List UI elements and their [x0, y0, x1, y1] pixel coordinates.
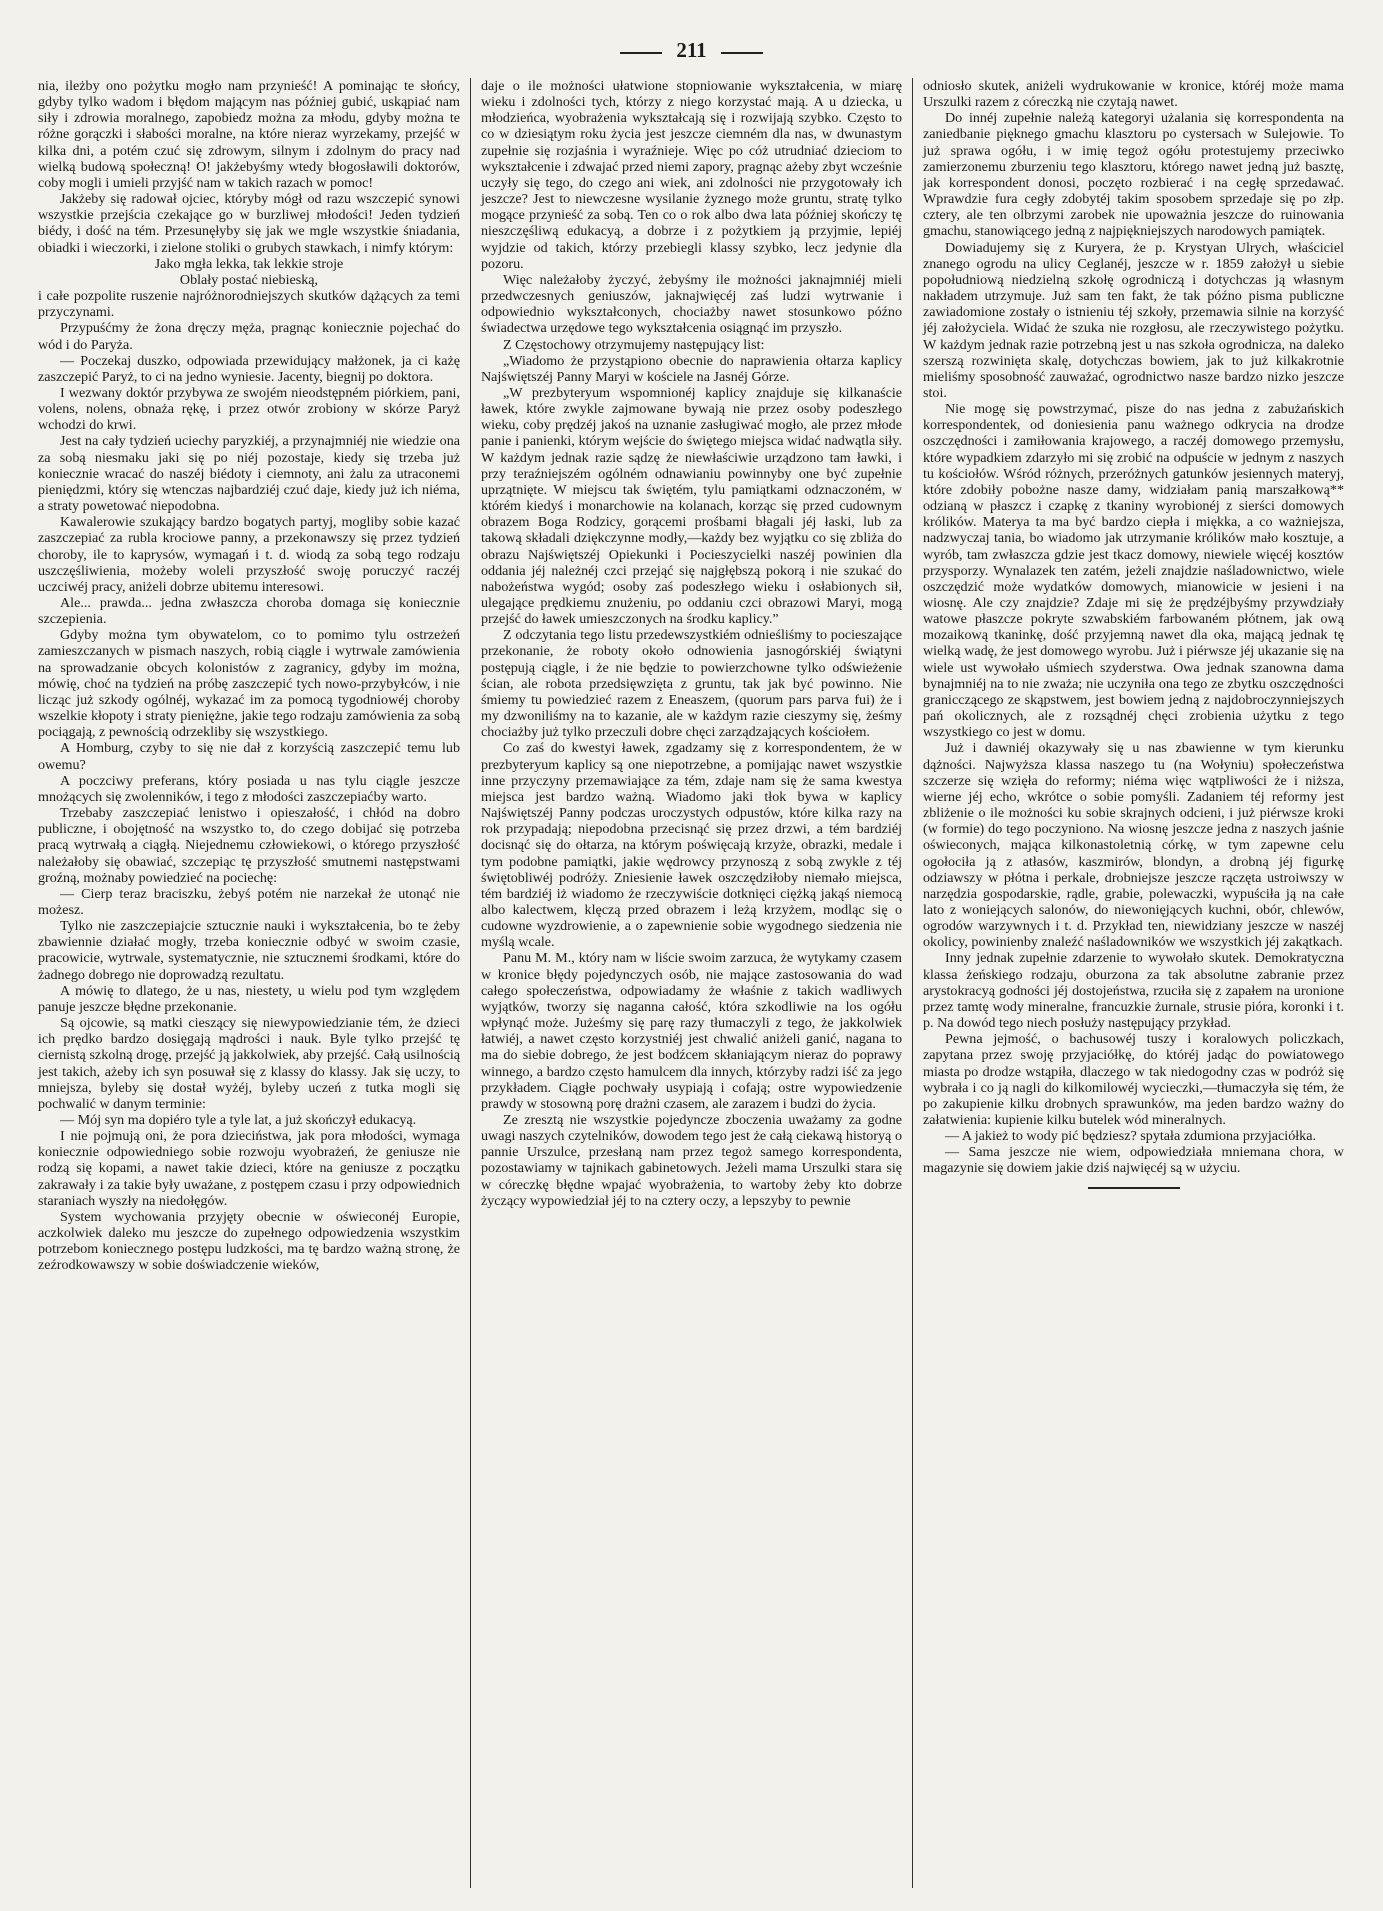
paragraph: — Cierp teraz braciszku, żebyś potém nie narzekał że utonąć nie możesz. — [38, 885, 460, 918]
paragraph: i całe pozpolite ruszenie najróżnorodniejszych skutków dążących za temi przyczynami. — [38, 288, 460, 321]
paragraph: Są ojcowie, są matki cieszący się niewypowiedzianie tém, że dzieci ich prędko bardzo dosięgają mądrości i nauk. Byle tylko przejść tę ciernistą szkolną drogę, przejść ją jakkolwiek, aby przejść. Całą usilnością jest takich, ażeby ich syn posuwał się z klassy do klassy. Jak się uczy, to mniejsza, byleby się dostał wyżéj, byleby uczeń z tutka mogli się pochwalić w danym terminie: — [38, 1015, 460, 1112]
paragraph: Więc należałoby życzyć, żebyśmy ile możności jaknajmniéj mieli przedwczesnych geniuszów, jaknajwięcéj zaś ludzi wytrwanie i odpowiednio wykształconych, chociażby nawet stosunkowo późno świadectwa urzędowe tego wykształcenia osiągnąć im przyszło. — [481, 271, 902, 337]
verse-line: Jako mgła lekka, tak lekkie stroje — [154, 255, 344, 272]
paragraph: Trzebaby zaszczepiać lenistwo i opieszałość, i chłód na dobro publiczne, i obojętność na wszystko to, do czego dobijać się potrzeba pracą wytrwałą a ciągłą. Niejednemu człowiekowi, o którego przyszłość należałoby się obawiać, szczepiąc tę przyszłość smutnemi następstwami groźną, możnaby powiedzieć na pociechę: — [38, 805, 460, 886]
verse-line: Oblały postać niebieską, — [179, 271, 319, 288]
paragraph: — Mój syn ma dopiéro tyle a tyle lat, a już skończył edukacyą. — [60, 1112, 417, 1128]
paragraph: Kawalerowie szukający bardzo bogatych partyj, mogliby sobie kazać zaszczepiać za rubla krociowe panny, a przekonawszy się przez tydzień choroby, ile to kaprysów, wymagań i t. d. wiodą za sobą tego rodzaju uszczęśliwienia, możeby woleli przyszłość swoję poruczyć raczéj uczciwéj pracy, aniżeli dobrze ubitemu interesowi. — [38, 514, 460, 595]
paragraph: Ze zresztą nie wszystkie pojedyncze zboczenia uważamy za godne uwagi naszych czytelników, dowodem tego jest że całą ciekawą historyą o pannie Urszulce, przesłaną nam przez tegoż samego korrespondenta, pozostawiamy w tajnikach gabinetowych. Jeżeli mama Urszulki stara się w córeczkę błędne wpajać wyobrażenia, to wartoby żeby kto dobrze życzący wypowiedział jéj to na cztery oczy, a lepszyby to pewnie — [481, 1112, 902, 1209]
paragraph: Ale... prawda... jedna zwłaszcza choroba domaga się koniecznie szczepienia. — [38, 595, 460, 628]
paragraph: — Poczekaj duszko, odpowiada przewidujący małżonek, ja ci każę zaszczepić Paryż, to ci na jedno wyniesie. Jacenty, biegnij po doktora. — [38, 352, 460, 385]
paragraph: Co zaś do kwestyi ławek, zgadzamy się z korrespondentem, że w prezbyteryum kaplicy są one niepotrzebne, a pomijając nawet wszystkie inne przyczyny przemawiające za tém, zdaje nam się że sama kwestya miejsca jest bardzo ważną. Wiadomo jaki tłok bywa w kaplicy Najświętszéj Panny podczas uroczystych odpustów, które kilka razy na rok przypadają; niepodobna przecisnąć się przez drzwi, a tém bardziéj docisnąć się do ołtarza, na którym poświęcają krzyże, obrazki, medale i tym podobne pamiątki, jakie wędrowcy przynoszą z sobą zwykle z téj świętobliwéj podróży. Zniesienie ławek oszczędziłoby niemało miejsca, tém bardziéj iż wiadomo że rzeczywiście dotknięci ciężką jakąś niemocą albo kalectwem, klęczą przed obrazem i leżą krzyżem, modląc się o cudowne wyzdrowienie, a o zapewnienie sobie wygodnego siedzenia nie myślą wcale. — [481, 740, 902, 951]
page-number: 211 — [676, 38, 707, 62]
paragraph: Panu M. M., który nam w liście swoim zarzuca, że wytykamy czasem w kronice błędy pojedynczych osób, nie mające zastosowania do wad całego społeczeństwa, odpowiadamy że właśnie z takich wadliwych wyjątków, tworzy się nagannа całość, która szkodliwie na los ogółu wpłynąć może. Jużeśmy się parę razy tłumaczyli z tego, że jakkolwiek łatwiéj, a nawet często korzystniéj jest chwalić aniżeli ganić, nagana to ma do siebie dobrego, że jest bodźcem skłaniającym nieraz do poprawy winnego, a bardzo często hamulcem dla innych, którzyby radzi iść za jego przykładem. Ciągłe pochwały usypiają i cofają; ostre wypowiedzenie prawdy w stosowną porę drażni czasem, ale zarazem i budzi do życia. — [481, 950, 902, 1112]
column-1 — [28, 78, 470, 1888]
paragraph: A poczciwy preferans, który posiada u nas tylu ciągle jeszcze mnożących się zwolenników, i tego z młodości zaszczepiaćby warto. — [38, 772, 460, 805]
text-columns — [28, 78, 1355, 1888]
paragraph: Już i dawniéj okazywały się u nas zbawienne w tym kierunku dążności. Najwyższa klassa naszego tu (na Wołyniu) społeczeństwa szczerze się wzięła do reformy; niéma więc wątpliwości że i niższa, wierne jéj echo, wkrótce o sobie pomyśli. Zadaniem téj reformy jest zbliżenie o ile możności ku sobie skrajnych odcieni, i już piérwsze kroki (w formie) do tego poczyniono. Na wiosnę jeszcze jedna z naszych jaśnie oświeconych, mająca kilkonastoletnią córkę, w tym zapewne celu ogołociła ją z atłasów, kaszmirów, blondyn, a drobną jéj figurkę odziawszy w płótna i perkale, drobniejsze jeszcze rączęta ustroiwszy w narzędzia gospodarskie, rądle, grabie, polewaczki, wypuściła ją na całe lato z woniejących salonów, do niewonięjących kuchni, obór, chlewów, ogrodów warzywnych i t. d. Przykład ten, niewidziany jeszcze w naszéj okolicy, powinienby znaleźć naśladowników we wszystkich jéj zakątkach. — [923, 740, 1344, 951]
paragraph: Przypuśćmy że żona dręczy męża, pragnąc koniecznie pojechać do wód i do Paryża. — [38, 320, 460, 353]
column-2 — [470, 78, 912, 1888]
paragraph: Gdyby można tym obywatelom, co to pomimo tylu ostrzeżeń zamieszczanych w pismach naszych, robią ciągle i wytrwale zamówienia na sprowadzanie obcych kolonistów z zagranicy, gdyby im można, mówię, choć na tydzień na próbę zaszczepić tych nowo-przybyłców, i nie licząc już szkody ogólnéj, wykazać im za pomocą tygodniowéj choroby wszelkie kłopoty i straty pieniężne, jakie tego rodzaju zamówienia za sobą pociągają, z pewnością odrzekliby się wszystkiego. — [38, 627, 460, 741]
paragraph: daje o ile możności ułatwione stopniowanie wykształcenia, w miarę wieku i zdolności tych, którzy z niego korzystać mają. A u dziecka, u młodzieńca, wyobrażenia wykształcają się i rozwijają szybko. Często to co w dziesiątym roku życia jest jeszcze ciemném dla nas, w dwunastym zupełnie się rozjaśnia i wyraźnieje. Więc po cóż utrudniać dzieciom to wykształcenie i zdwajać przed niemi zapory, pragnąc ażeby zbyt wcześnie uczyły się tego, do czego ani wiek, ani zdolności nie przygotowały ich jeszcze? Jest to niewczesne wysilanie żyznego może gruntu, stratę tylko mogące przynieść za sobą. Ten co o rok albo dwa lata później skończy tę nieszczęśliwą edukacyą, a dobrze i z pożytkiem ją przyjmie, lepiéj wyjdzie od takich, którzy przebiegli klassy szybko, lecz jedynie dla pozoru. — [481, 78, 902, 272]
paragraph: Tylko nie zaszczepiajcie sztucznie nauki i wykształcenia, bo te żeby zbawiennie działać mogły, trzeba koniecznie odbyć w swoim czasie, pracowicie, wytrwale, systematycznie, nie sztucznemi środkami, które do żadnego dobrego nie doprowadzą rezultatu. — [38, 918, 460, 983]
paragraph: Jakżeby się radował ojciec, któryby mógł od razu wszczepić synowi wszystkie przejścia czekające go w burzliwej młodości! Jeden tydzień biédy, i dość na tém. Przesunęłyby się jak we mgle wszystkie śniadania, obiadki i wieczorki, i zielone stoliki o grubych stawkach, i nimfy którym: — [38, 191, 460, 256]
column-3 — [912, 78, 1354, 1888]
paragraph: Dowiadujemy się z Kuryera, że p. Krystyan Ulrych, właściciel znanego ogrodu na ulicy Ceglanéj, jeszcze w r. 1859 założył u siebie popołudniową niedzielną szkołę ogrodniczą i dotychczas ją własnym nakładem utrzymuje. Już sam ten fakt, że tak późno pisma publiczne zawiadomione zostały o istnieniu téj szkoły, przemawia silnie na korzyść jéj założyciela. Widać że szuka nie rozgłosu, ale rzeczywistego pożytku. W każdym jednak razie potrzebną jest u nas szkoła ogrodnicza, na daleko szerszą rozwinięta skalę, dotychczas bowiem, jak to już kilkakrotnie mieliśmy sposobność zauważać, ogrodnictwo nasze bardzo nizko jeszcze stoi. — [923, 239, 1344, 401]
paragraph: — Sama jeszcze nie wiem, odpowiedziała mniemana chora, w magazynie się dowiem jakie dziś najwięcéj są w użyciu. — [923, 1144, 1344, 1177]
paragraph: Z odczytania tego listu przedewszystkiém odnieśliśmy to pocieszające przekonanie, że roboty około odnowienia jasnogórskiéj świątyni postępują ciągle, i że nie będzie to powierzchowne tylko odświeżenie ścian, ale robota przedsięwzięta z gruntu, tak jak być powinno. Nie śmiemy tu powiedzieć razem z Eneaszem, (quorum pars parva fui) że i my dzwoniliśmy na to kazanie, ale w każdym razie cieszymy się, żeśmy chociażby już tylko przeczuli dobre chęci zarządzających kościołem. — [481, 627, 902, 741]
paragraph: Inny jednak zupełnie zdarzenie to wywołało skutek. Demokratyczna klassa żeńskiego rodzaju, oburzona za tak absolutne zabranie przez arystokracyą godności jéj dostojeństwa, rzuciła się z zapałem na uroniоne przez tamtę wody mineralne, francuzkie żurnale, strusie pióra, koronki i t. p. Na dowód tego niech posłuży następujący przykład. — [923, 950, 1344, 1032]
paragraph: Jest na cały tydzień uciechy paryzkiéj, a przynajmniéj nie wiedzie ona za sobą niesmaku jaki się po niéj pozostaje, kiedy się trzeba już koniecznie wracać do naszéj biédoty i ciemnoty, ani żalu za utraconemi pieniędzmi, który się wtenczas najbardziéj czuć daje, kiedy już ich niéma, a straty powetować niepodobna. — [38, 433, 460, 515]
paragraph: I wezwany doktór przybywa ze swojém nieodstępném piórkiem, pani, volens, nolens, obnaża rękę, i przez otwór zrobiony w skórze Paryż wchodzi do krwi. — [38, 384, 460, 434]
header-rule-right — [721, 52, 763, 54]
header-rule-left — [620, 52, 662, 54]
paragraph: nia, ileżby ono pożytku mogło nam przynieść! A pominając te słońcy, gdyby tylko wadom i błędom mającym nas później gubić, uskąpiać nam siły i zdrowia moralnego, zapobiedz można za młodu, gdyby można te różne gorączki i słabości moralne, na które nieraz wyrzekamy, przejść w kilka dni, a potém czuć się zdrowym, silnym i zdolnym do pracy nad wielką budową społeczną! O! jakżebyśmy wtedy błogosławili doktorów, coby mogli i umieli przyjść nam w takich razach w pomoc! — [38, 78, 460, 191]
paragraph: odniosło skutek, aniżeli wydrukowanie w kronice, któréj może mama Urszulki razem z córeczką nie czytają nawet. — [923, 78, 1344, 111]
paragraph: Z Częstochowy otrzymujemy następujący list: — [503, 336, 765, 353]
paragraph: Do innéj zupełnie należą kategoryi użalania się korrespondenta na zaniedbanie pięknego gmachu klasztoru po cystersach w Sulejowie. To już sprawa ogółu, i w imię tegoż ogółu protestujemy przeciwko zamierzonemu zburzeniu tego klasztoru, którego nawet jedną już basztę, jak korrespondent donosi, poczęto rozbierać i na cegłę sprzedawać. Wprawdzie fura cegły zdobytéj takim sposobem sprzedaje się po złp. cztery, ale ten olbrzymi zarobek nie upoważnia jeszcze do ruinowania gmachu, stanowiącego jedną z najpiękniejszych narodowych pamiątek. — [923, 110, 1344, 240]
paragraph: A mówię to dlatego, że u nas, niestety, u wielu pod tym względem panuje jeszcze błędne przekonanie. — [38, 982, 460, 1015]
paragraph: — A jakież to wody pić będziesz? spytała zdumiona przyjaciółka. — [945, 1128, 1317, 1145]
paragraph: A Homburg, czyby to się nie dał z korzyścią zaszczepić temu lub owemu? — [38, 740, 460, 773]
paragraph: I nie pojmują oni, że pora dzieciństwa, jak pora młodości, wymaga koniecznie odpowiedniego sobie rozwoju wyobrażeń, że geniusze nie rodzą się kopami, a nawet takie dzieci, które na geniusze z początku zakrawały i za takie były uważane, z postępem czasu i przy odpowiednich staraniach wyszły na niedołęgów. — [38, 1128, 460, 1209]
end-rule — [1088, 1187, 1180, 1189]
page-header — [0, 38, 1383, 63]
paragraph: System wychowania przyjęty obecnie w oświeconéj Europie, aczkolwiek daleko mu jeszcze do zupełnego odpowiedzenia wszystkim potrzebom koniecznego postępu ludzkości, ma tę bardzo ważną stronę, że zeźrodkowawszy w sobie doświadczenie wieków, — [38, 1208, 460, 1274]
letter-quote: „W prezbyteryum wspomnionéj kaplicy znajduje się kilkanaście ławek, które zwykle zajmowane bywają nie przez osoby podeszłego wieku, coby prędzéj jakoś na uznanie zasługiwać mogło, ale przez młode panie i panienki, którym wejście do świętego miejsca widać nadwątla siły. W każdym jednak razie sądzę że niewłaściwie urządzono tam ławki, i przy teraźniejszém ogólném odnawianiu powinnyby one być zupełnie uprzątnięte. W miejscu tak świętém, tylu pamiątkami odznaczoném, w którém kiedyś i monarchowie na kolanach, korząc się przed cudownym obrazem Boga Rodzicy, gorącemi prośbami błagali jéj łaski, lub za takową składali dziękczynne modły,—każdy bez wyjątku co się zbliża do obrazu Najświętszéj Opiekunki i Pocieszycielki naszéj powinien dla oddania jéj należnéj czci przejąć się najgłębszą pokorą i nie szukać do nabożeństwa wygód; osoby zaś podeszłego wieku i osłabionych sił, ulegające prędkiemu znużeniu, po oddaniu czci obrazowi Maryi, mogą przejść do ławek umieszczonych na środku kaplicy.” — [481, 384, 902, 628]
paragraph: Pewna jejmość, o bachusowéj tuszy i koralowych policzkach, zapytana przez swoję przyjaciółkę, do któréj jadąc do powiatowego miasta po drodze wstąpiła, dlaczego w tak niedogodny czas w podróż się wybrała i co ją nagli do kilkomilowéj wycieczki,—tłumaczyła się tém, że po zakupienie kilku drobnych sprawunków, ma jeden bardzo ważny do załatwienia: kupienie kilku butelek wód mineralnych. — [923, 1031, 1344, 1128]
paragraph: Nie mogę się powstrzymać, pisze do nas jedna z zabużańskich korrespondentek, od doniesienia panu ważnego odkrycia na drodze oszczędności i zamiłowania krajowego, a raczéj domowego przemysłu, które wypadkiem zdarzyło mi się zrobić na odpuście w jednym z naszych tu kościołów. Wśród różnych, przeróżnych gatunków jesiennych materyj, które zdobiły pobożne nasze damy, widziałam panią marszałkową** odzianą w płaszcz i czapkę z tkaniny wyrobionéj z sierści domowych królików. Materya ta ma być bardzo ciepła i miękka, a co ważniejsza, nadzwyczaj tania, bo wiadomo jak utrzymanie królików mało kosztuje, a wyrób, tam zwłaszcza gdzie jest tkacz domowy, niewiele więcéj kosztów przysporzy. Wynalazek ten zatém, jeżeli znajdzie naśladownictwo, wiele oszczędzić może wydatków domowych, mianowicie w jesieni i na wiosnę. Ale czy znajdzie? Zdaje mi się że prędzéjbyśmy przywdziały watowe płaszcze pokryte szwabskiém farbowaném płótnem, jak ową mozaikową tkaninkę, dość przyjemną nawet dla oka, mającą jednak tę wielką wadę, że jest domowego wyrobu. Już i piérwsze jéj ukazanie się na wiele ust wywołało uśmiech szyderstwa. Owa jednak szanowna dama bynajmniéj na to nie zważa; nie uczyniła ona tego ze zbytku oszczędności granicczącego ze skąpstwem, jest bowiem jedną z najdobroczynniejszych pań okolicznych, ale z rozsądnéj chęci zrobienia użytku z tego wszystkiego co jest w domu. — [923, 401, 1344, 741]
letter-quote: „Wiadomo że przystąpiono obecnie do naprawienia ołtarza kaplicy Najświętszéj Panny Maryi w kościele na Jasnéj Górze. — [481, 352, 902, 385]
